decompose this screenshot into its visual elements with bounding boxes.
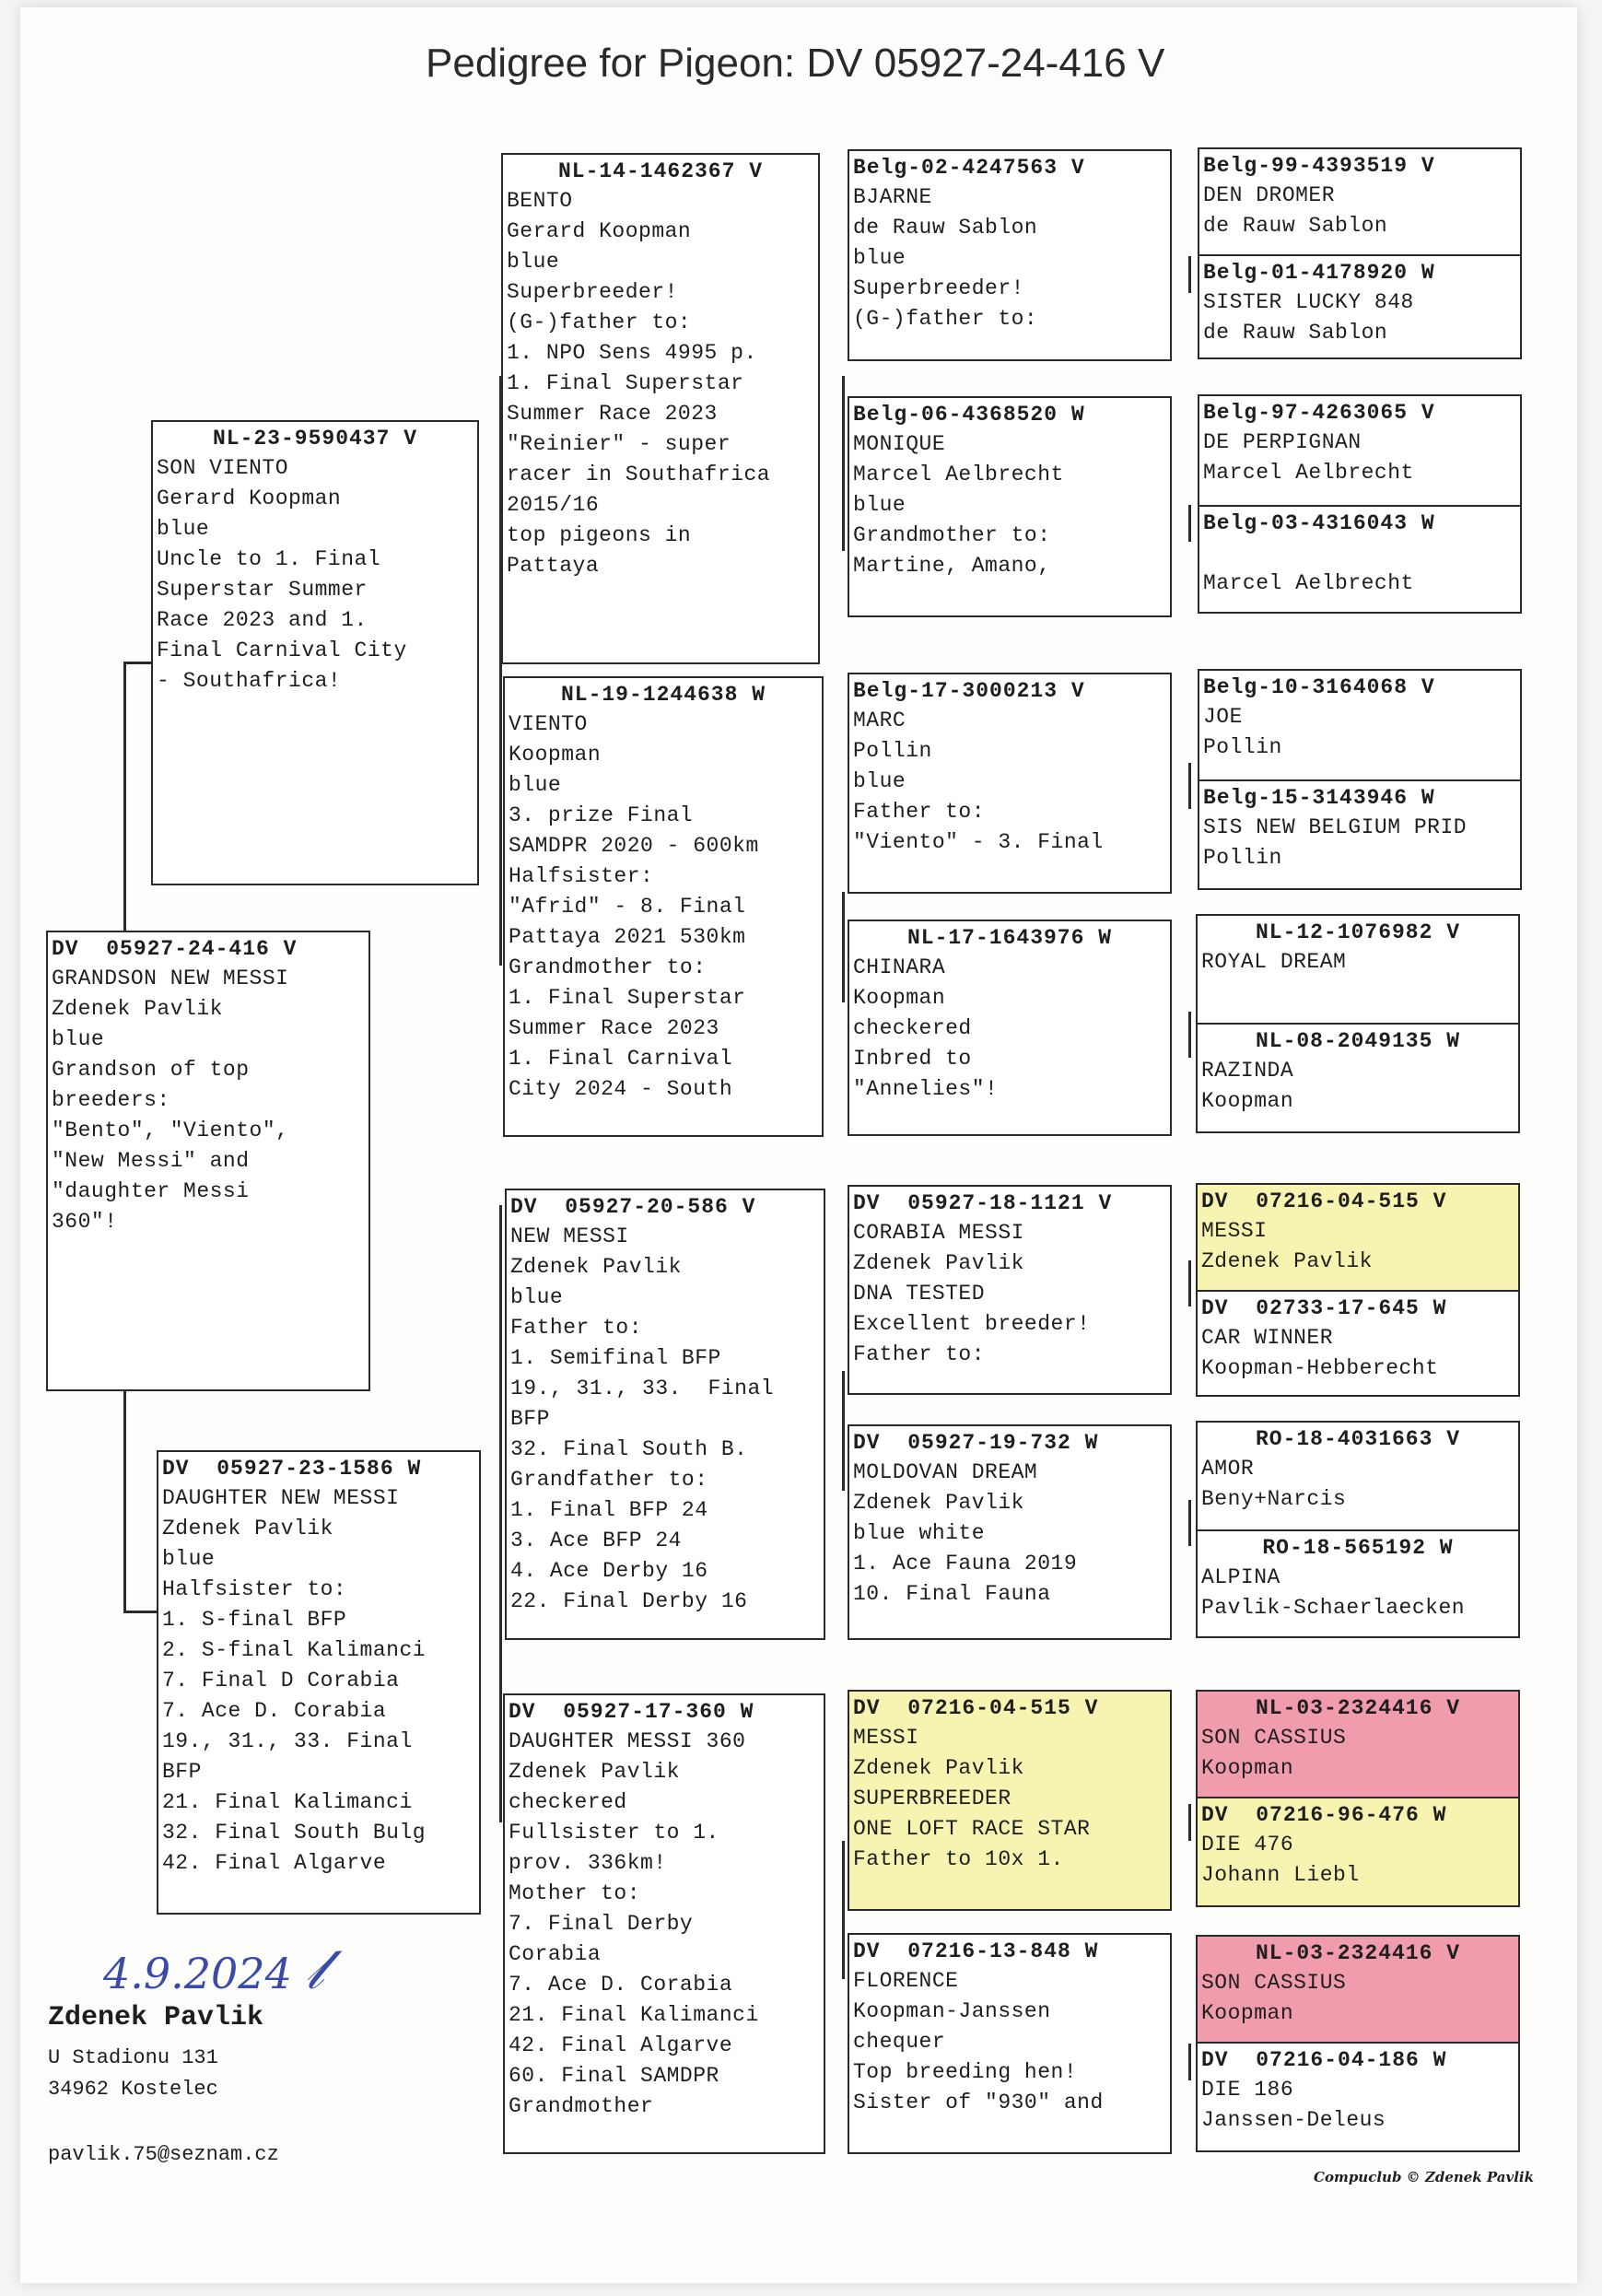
pigeon-detail-line: Pattaya xyxy=(507,554,600,578)
pigeon-detail-line: Koopman xyxy=(853,986,946,1010)
pigeon-detail-line: SUPERBREEDER xyxy=(853,1786,1011,1810)
breeder-street: U Stadionu 131 xyxy=(48,2046,218,2069)
pigeon-detail-line: Zdenek Pavlik xyxy=(853,1756,1024,1780)
pigeon-detail-line: blue xyxy=(853,493,906,517)
connector xyxy=(1188,1260,1191,1306)
pigeon-detail-line: 7. Ace D. Corabia xyxy=(162,1699,387,1723)
pigeon-detail-line: SAMDPR 2020 - 600km xyxy=(509,834,759,858)
ring-number: DV 05927-19-732 W xyxy=(853,1431,1099,1455)
pigeon-detail-line: SON CASSIUS xyxy=(1201,1726,1347,1750)
connector xyxy=(1188,763,1191,809)
pigeon-detail-line: Father to 10x 1. xyxy=(853,1847,1064,1871)
pigeon-detail-line: 1. Final Carnival xyxy=(509,1047,733,1071)
ring-number: RO-18-565192 W xyxy=(1262,1536,1454,1560)
pigeon-pair-gen4[interactable] xyxy=(1198,669,1522,890)
pigeon-detail-line: 7. Final D Corabia xyxy=(162,1669,400,1693)
pigeon-detail-line: 360"! xyxy=(52,1210,118,1234)
pigeon-detail-line: blue xyxy=(853,246,906,270)
connector xyxy=(842,1841,845,1979)
pigeon-detail-line: Gerard Koopman xyxy=(157,486,342,510)
connector xyxy=(842,1371,845,1491)
pigeon-detail-line: Janssen-Deleus xyxy=(1201,2108,1386,2132)
connector xyxy=(499,1205,502,1822)
pigeon-detail-line: Father to: xyxy=(853,800,986,824)
pigeon-detail-line: City 2024 - South xyxy=(509,1077,733,1101)
pigeon-detail-line: Final Carnival City xyxy=(157,638,407,662)
pigeon-detail-line: Marcel Aelbrecht xyxy=(1203,461,1414,485)
pigeon-detail-line: 32. Final South Bulg xyxy=(162,1821,427,1845)
pigeon-detail-line: ROYAL DREAM xyxy=(1201,950,1347,974)
ring-number: NL-19-1244638 W xyxy=(560,683,766,707)
pigeon-detail-line: prov. 336km! xyxy=(509,1851,667,1875)
pigeon-detail-line: DIE 186 xyxy=(1201,2078,1294,2102)
pigeon-detail-line: BFP xyxy=(510,1407,550,1431)
pigeon-detail-line: 4. Ace Derby 16 xyxy=(510,1559,708,1583)
pigeon-detail-line: "Reinier" - super xyxy=(507,432,731,456)
pigeon-detail-line: 2015/16 xyxy=(507,493,600,517)
pigeon-detail-line xyxy=(1203,538,1516,568)
ring-number: NL-12-1076982 V xyxy=(1255,920,1461,944)
pigeon-detail-line: Race 2023 and 1. xyxy=(157,608,368,632)
pigeon-detail-line: top pigeons in xyxy=(507,523,692,547)
pigeon-detail-line: Father to: xyxy=(510,1316,643,1340)
pigeon-detail-line: MOLDOVAN DREAM xyxy=(853,1460,1038,1484)
pigeon-detail-line: BJARNE xyxy=(853,185,932,209)
pigeon-detail-line: Top breeding hen! xyxy=(853,2060,1078,2084)
pigeon-detail-line: Father to: xyxy=(853,1342,986,1366)
pigeon-detail-line: RAZINDA xyxy=(1201,1059,1294,1083)
pigeon-card-gen3[interactable] xyxy=(848,396,1172,617)
ring-number: Belg-97-4263065 V xyxy=(1203,401,1435,425)
pigeon-detail-line: Excellent breeder! xyxy=(853,1312,1091,1336)
pigeon-detail-line: DAUGHTER MESSI 360 xyxy=(509,1729,746,1753)
pigeon-detail-line: 19., 31., 33. Final xyxy=(162,1729,413,1753)
ring-number: NL-08-2049135 W xyxy=(1255,1029,1461,1053)
pigeon-pair-gen4[interactable] xyxy=(1198,394,1522,614)
connector xyxy=(1188,1012,1191,1058)
pigeon-detail-line: 42. Final Algarve xyxy=(509,2033,733,2057)
pigeon-detail-line: 2. S-final Kalimanci xyxy=(162,1638,427,1662)
pigeon-detail-line: de Rauw Sablon xyxy=(853,216,1038,240)
ring-number: Belg-15-3143946 W xyxy=(1203,786,1435,810)
pigeon-detail-line: MONIQUE xyxy=(853,432,946,456)
pigeon-detail-line: 1. Final Superstar xyxy=(507,371,744,395)
pigeon-detail-line: NEW MESSI xyxy=(510,1224,629,1248)
pigeon-detail-line: 3. prize Final xyxy=(509,803,694,827)
pigeon-detail-line: DNA TESTED xyxy=(853,1282,986,1306)
pigeon-detail-line: 1. Semifinal BFP xyxy=(510,1346,721,1370)
ring-number: Belg-17-3000213 V xyxy=(853,679,1085,703)
pigeon-detail-line: Grandmother to: xyxy=(853,523,1051,547)
pigeon-detail-line: Marcel Aelbrecht xyxy=(1203,571,1414,595)
pigeon-detail-line: Summer Race 2023 xyxy=(509,1016,719,1040)
connector xyxy=(1188,1500,1191,1546)
pigeon-detail-line: Zdenek Pavlik xyxy=(853,1491,1024,1515)
page-title: Pedigree for Pigeon: DV 05927-24-416 V xyxy=(426,41,1165,86)
pigeon-detail-line: (G-)father to: xyxy=(853,307,1038,331)
pigeon-detail-line: Beny+Narcis xyxy=(1201,1487,1347,1511)
pigeon-detail-line: Fullsister to 1. xyxy=(509,1821,719,1845)
pigeon-pair-gen4[interactable] xyxy=(1196,1421,1520,1638)
pigeon-detail-line: Grandson of top xyxy=(52,1058,250,1082)
ring-number: NL-23-9590437 V xyxy=(212,427,418,451)
pigeon-detail-line: - Southafrica! xyxy=(157,669,342,693)
pigeon-detail-line: Halfsister: xyxy=(509,864,654,888)
pigeon-detail-line: Superstar Summer xyxy=(157,578,368,602)
pigeon-detail-line: AMOR xyxy=(1201,1457,1255,1481)
connector xyxy=(842,892,845,1002)
pigeon-detail-line: Gerard Koopman xyxy=(507,219,692,243)
ring-number: DV 07216-04-515 V xyxy=(1201,1189,1447,1213)
connector xyxy=(1188,505,1191,542)
pigeon-detail-line: blue xyxy=(510,1285,564,1309)
pedigree-sheet xyxy=(20,7,1577,2283)
pigeon-detail-line: Pattaya 2021 530km xyxy=(509,925,746,949)
ring-number: NL-17-1643976 W xyxy=(906,926,1113,950)
ring-number: Belg-01-4178920 W xyxy=(1203,261,1435,285)
ring-number: Belg-06-4368520 W xyxy=(853,403,1085,427)
ring-number: DV 05927-18-1121 V xyxy=(853,1191,1113,1215)
ring-number: DV 02733-17-645 W xyxy=(1201,1296,1447,1320)
pigeon-detail-line: Marcel Aelbrecht xyxy=(853,463,1064,486)
pigeon-detail-line: racer in Southafrica xyxy=(507,463,771,486)
pigeon-detail-line: "Viento" - 3. Final xyxy=(853,830,1104,854)
pigeon-card-gen3[interactable] xyxy=(848,149,1172,361)
pigeon-detail-line: blue xyxy=(162,1547,216,1571)
pigeon-detail-line: Grandfather to: xyxy=(510,1468,708,1492)
ring-number: DV 05927-20-586 V xyxy=(510,1195,756,1219)
handwritten-signature-date: 4.9.2024 𝓁 xyxy=(103,1938,324,2002)
ring-number: DV 07216-13-848 W xyxy=(853,1939,1099,1963)
pigeon-detail-line: MESSI xyxy=(853,1726,919,1750)
pigeon-detail-line: DEN DROMER xyxy=(1203,183,1336,207)
pigeon-detail-line: blue xyxy=(509,773,562,797)
connector xyxy=(1188,256,1191,293)
pigeon-card-dam[interactable] xyxy=(157,1450,481,1915)
pigeon-detail-line: 32. Final South B. xyxy=(510,1437,748,1461)
ring-number: Belg-99-4393519 V xyxy=(1203,154,1435,178)
connector xyxy=(1188,1804,1191,1841)
pigeon-detail-line: JOE xyxy=(1203,705,1243,729)
pigeon-detail-line: Koopman xyxy=(1201,1089,1294,1113)
pigeon-detail-line: GRANDSON NEW MESSI xyxy=(52,966,289,990)
pigeon-detail-line: chequer xyxy=(853,2030,946,2054)
pigeon-detail-line: (G-)father to: xyxy=(507,310,692,334)
pigeon-detail-line: Pollin xyxy=(1203,846,1282,870)
pigeon-detail-line: Koopman xyxy=(509,743,602,767)
pigeon-detail-line: Inbred to xyxy=(853,1047,972,1071)
pigeon-detail-line: de Rauw Sablon xyxy=(1203,321,1388,345)
pigeon-detail-line: Summer Race 2023 xyxy=(507,402,718,426)
pigeon-detail-line: Corabia xyxy=(509,1942,602,1966)
connector xyxy=(123,662,126,938)
pigeon-detail-line: blue xyxy=(157,517,210,541)
pigeon-detail-line: Sister of "930" and xyxy=(853,2091,1104,2114)
pigeon-detail-line: ONE LOFT RACE STAR xyxy=(853,1817,1091,1841)
pigeon-card-gen3-highlighted[interactable] xyxy=(848,1690,1172,1911)
pigeon-detail-line: 1. S-final BFP xyxy=(162,1608,347,1632)
pigeon-detail-line: blue xyxy=(507,250,560,274)
pigeon-card-gen2[interactable] xyxy=(501,153,820,664)
pigeon-card-gen2[interactable] xyxy=(503,1693,825,2154)
pigeon-detail-line: blue xyxy=(52,1027,105,1051)
pigeon-detail-line: 1. Ace Fauna 2019 xyxy=(853,1552,1078,1576)
pigeon-detail-line: checkered xyxy=(509,1790,627,1814)
pigeon-detail-line: 7. Ace D. Corabia xyxy=(509,1973,733,1997)
breeder-name: Zdenek Pavlik xyxy=(48,2002,264,2033)
pigeon-detail-line: blue xyxy=(853,769,906,793)
ring-number: NL-03-2324416 V xyxy=(1255,1941,1461,1965)
ring-number: Belg-03-4316043 W xyxy=(1203,511,1435,535)
pigeon-detail-line: "New Messi" and xyxy=(52,1149,250,1173)
pigeon-detail-line: 42. Final Algarve xyxy=(162,1851,387,1875)
pigeon-detail-line: 1. Final BFP 24 xyxy=(510,1498,708,1522)
pigeon-detail-line: MARC xyxy=(853,709,906,732)
connector xyxy=(123,1389,126,1611)
pigeon-detail-line: SON VIENTO xyxy=(157,456,289,480)
pigeon-detail-line: "Afrid" - 8. Final xyxy=(509,895,746,919)
breeder-address xyxy=(48,2002,263,2105)
pigeon-card-gen3[interactable] xyxy=(848,673,1172,894)
pigeon-detail-line: CAR WINNER xyxy=(1201,1326,1334,1350)
pigeon-card-gen3[interactable] xyxy=(848,1424,1172,1640)
ring-number: DV 07216-04-515 V xyxy=(853,1696,1099,1720)
pigeon-detail-line: "Annelies"! xyxy=(853,1077,999,1101)
ring-number: DV 05927-17-360 W xyxy=(509,1700,754,1724)
pigeon-detail-line: MESSI xyxy=(1201,1219,1268,1243)
pigeon-detail-line: Mother to: xyxy=(509,1881,641,1905)
pigeon-pair-gen4[interactable] xyxy=(1196,1935,1520,2152)
pigeon-detail-line: FLORENCE xyxy=(853,1969,959,1993)
pigeon-detail-line: Superbreeder! xyxy=(507,280,678,304)
pigeon-pair-gen4[interactable] xyxy=(1198,147,1522,359)
pigeon-detail-line: DIE 476 xyxy=(1201,1833,1294,1857)
ring-number: DV 05927-24-416 V xyxy=(52,937,298,961)
pigeon-detail-line: 19., 31., 33. Final xyxy=(510,1376,775,1400)
pigeon-card-gen3[interactable] xyxy=(848,920,1172,1136)
pigeon-detail-line: Superbreeder! xyxy=(853,276,1024,300)
pigeon-pair-gen4[interactable] xyxy=(1196,914,1520,1133)
footer-credit: Compuclub © Zdenek Pavlik xyxy=(1314,2169,1535,2185)
pigeon-detail-line: Koopman xyxy=(1201,1756,1294,1780)
connector xyxy=(842,376,845,551)
pigeon-detail-line: 1. Final Superstar xyxy=(509,986,746,1010)
pigeon-detail-line: SISTER LUCKY 848 xyxy=(1203,290,1414,314)
pigeon-detail-line: Zdenek Pavlik xyxy=(162,1517,333,1540)
pigeon-detail-line: 22. Final Derby 16 xyxy=(510,1589,748,1613)
pigeon-detail-line: Pollin xyxy=(853,739,932,763)
pigeon-detail-line: "Bento", "Viento", xyxy=(52,1119,289,1142)
pigeon-detail-line: Koopman-Hebberecht xyxy=(1201,1356,1439,1380)
pigeon-card-gen2[interactable] xyxy=(503,676,824,1137)
pigeon-detail-line: BENTO xyxy=(507,189,573,213)
pigeon-detail-line: ALPINA xyxy=(1201,1565,1280,1589)
pigeon-detail-line: Uncle to 1. Final xyxy=(157,547,381,571)
pigeon-pair-gen4[interactable] xyxy=(1196,1690,1520,1907)
pigeon-detail-line: VIENTO xyxy=(509,712,588,736)
pigeon-detail-line: "daughter Messi xyxy=(52,1179,250,1203)
pigeon-detail-line: 21. Final Kalimanci xyxy=(162,1790,413,1814)
breeder-email: pavlik.75@seznam.cz xyxy=(48,2143,279,2166)
ring-number: DV 05927-23-1586 W xyxy=(162,1457,422,1481)
ring-number: RO-18-4031663 V xyxy=(1255,1427,1461,1451)
pigeon-detail-line: Grandmother xyxy=(509,2094,654,2118)
pigeon-detail-line: CHINARA xyxy=(853,955,946,979)
pigeon-card-gen2[interactable] xyxy=(505,1189,825,1640)
pigeon-detail-line: DE PERPIGNAN xyxy=(1203,430,1362,454)
ring-number: DV 07216-04-186 W xyxy=(1201,2048,1447,2072)
pigeon-detail-line: DAUGHTER NEW MESSI xyxy=(162,1486,400,1510)
pigeon-detail-line: 10. Final Fauna xyxy=(853,1582,1051,1606)
pigeon-detail-line: 21. Final Kalimanci xyxy=(509,2003,759,2027)
ring-number: Belg-10-3164068 V xyxy=(1203,675,1435,699)
connector xyxy=(1188,2044,1191,2080)
pigeon-detail-line: 60. Final SAMDPR xyxy=(509,2064,719,2088)
pigeon-card-gen3[interactable] xyxy=(848,1933,1172,2154)
pigeon-detail-line: Koopman xyxy=(1201,2001,1294,2025)
pigeon-detail-line: 1. NPO Sens 4995 p. xyxy=(507,341,757,365)
pigeon-detail-line: CORABIA MESSI xyxy=(853,1221,1024,1245)
pigeon-detail-line: Martine, Amano, xyxy=(853,554,1051,578)
pigeon-detail-line: Zdenek Pavlik xyxy=(509,1760,680,1784)
pigeon-detail-line: BFP xyxy=(162,1760,202,1784)
pigeon-detail-line: breeders: xyxy=(52,1088,170,1112)
pigeon-detail-line: Koopman-Janssen xyxy=(853,1999,1051,2023)
pigeon-detail-line: Zdenek Pavlik xyxy=(1201,1249,1373,1273)
pigeon-card-gen3[interactable] xyxy=(848,1185,1172,1395)
pigeon-detail-line: blue white xyxy=(853,1521,986,1545)
pigeon-detail-line: Halfsister to: xyxy=(162,1577,347,1601)
pigeon-detail-line: 7. Final Derby xyxy=(509,1912,694,1936)
pigeon-detail-line: checkered xyxy=(853,1016,972,1040)
pigeon-detail-line: Pavlik-Schaerlaecken xyxy=(1201,1596,1466,1620)
ring-number: NL-03-2324416 V xyxy=(1255,1696,1461,1720)
pigeon-detail-line: SIS NEW BELGIUM PRID xyxy=(1203,815,1468,839)
pigeon-detail-line: Zdenek Pavlik xyxy=(52,997,223,1021)
ring-number: Belg-02-4247563 V xyxy=(853,156,1085,180)
pigeon-detail-line: Zdenek Pavlik xyxy=(510,1255,682,1279)
breeder-city: 34962 Kostelec xyxy=(48,2078,218,2101)
ring-number: DV 07216-96-476 W xyxy=(1201,1803,1447,1827)
pigeon-detail-line: 3. Ace BFP 24 xyxy=(510,1529,682,1552)
pigeon-detail-line: Pollin xyxy=(1203,735,1282,759)
pigeon-detail-line: Grandmother to: xyxy=(509,955,707,979)
pigeon-detail-line: Johann Liebl xyxy=(1201,1863,1360,1887)
pigeon-detail-line: Zdenek Pavlik xyxy=(853,1251,1024,1275)
pigeon-pair-gen4[interactable] xyxy=(1196,1183,1520,1397)
pigeon-detail-line: SON CASSIUS xyxy=(1201,1971,1347,1995)
pigeon-detail-line: de Rauw Sablon xyxy=(1203,214,1388,238)
pigeon-card-sire[interactable] xyxy=(151,420,479,885)
pigeon-card-subject[interactable] xyxy=(46,931,370,1391)
ring-number: NL-14-1462367 V xyxy=(557,159,764,183)
